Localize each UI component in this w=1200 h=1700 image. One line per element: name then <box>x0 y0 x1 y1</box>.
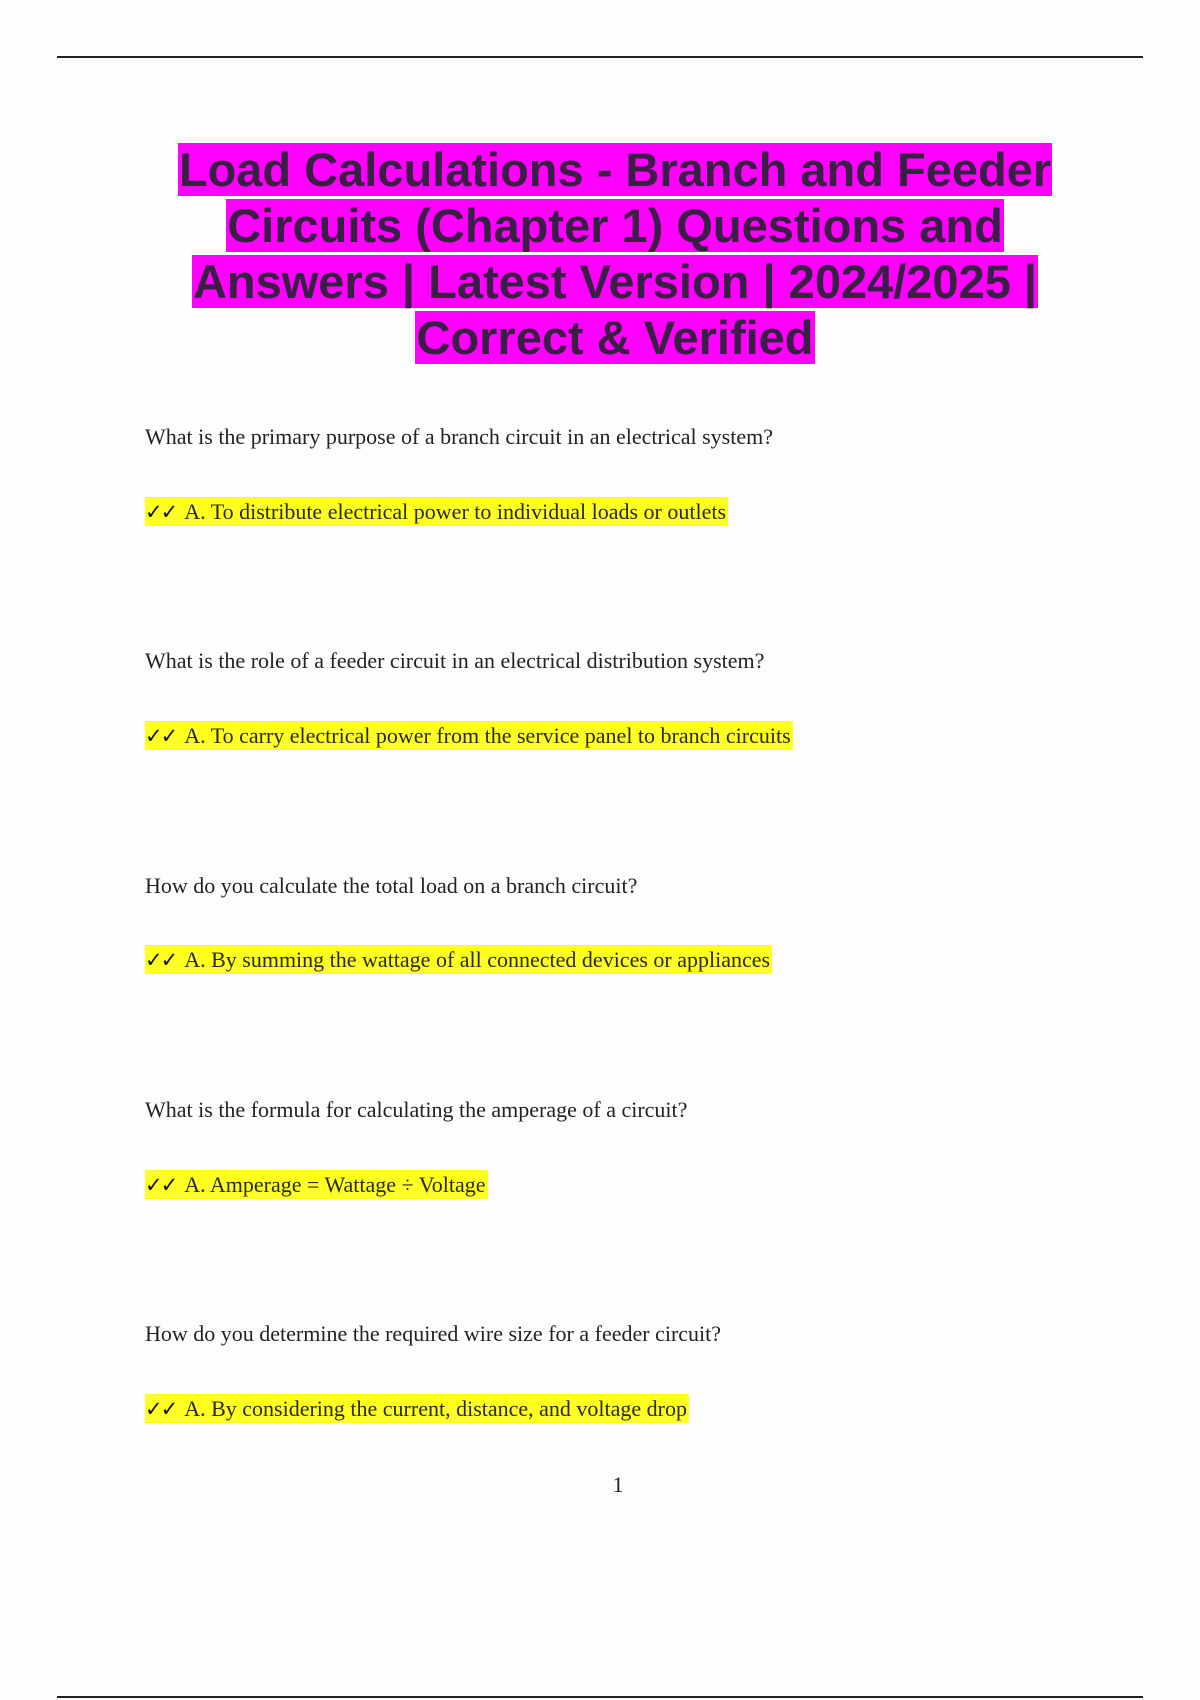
double-checkmark-icon: ✓✓ <box>145 724 177 748</box>
question-3: How do you calculate the total load on a branch circuit? <box>145 873 638 898</box>
document-title <box>140 142 1090 366</box>
answer-2-highlight <box>145 721 793 750</box>
question-4: What is the formula for calculating the amperage of a circuit? <box>145 1097 688 1122</box>
answer-3 <box>145 945 772 975</box>
double-checkmark-icon: ✓✓ <box>145 948 177 972</box>
double-checkmark-icon: ✓✓ <box>145 1173 177 1197</box>
answer-5 <box>145 1394 689 1424</box>
double-checkmark-icon: ✓✓ <box>145 1397 177 1421</box>
question-5: How do you determine the required wire size for a feeder circuit? <box>145 1321 722 1346</box>
answer-4-highlight <box>145 1170 488 1199</box>
answer-3-text: A. By summing the wattage of all connected devices or appliances <box>184 947 771 972</box>
answer-4-text: A. Amperage = Wattage ÷ Voltage <box>184 1172 486 1197</box>
answer-4 <box>145 1170 488 1200</box>
question-2: What is the role of a feeder circuit in an electrical distribution system? <box>145 648 765 673</box>
page-number: 1 <box>612 1472 624 1497</box>
answer-1-highlight <box>145 497 728 526</box>
answer-1 <box>145 497 728 527</box>
answer-1-text: A. To distribute electrical power to individual loads or outlets <box>184 499 727 524</box>
bottom-rule <box>57 1696 1143 1698</box>
answer-3-highlight <box>145 945 772 974</box>
answer-2-text: A. To carry electrical power from the service panel to branch circuits <box>184 723 791 748</box>
answer-5-text: A. By considering the current, distance, and voltage drop <box>184 1396 688 1421</box>
document-title-text: Load Calculations - Branch and Feeder Circuits (Chapter 1) Questions and Answers | Latest Version | 2024/2025 | Correct & Verified <box>178 143 1052 364</box>
double-checkmark-icon: ✓✓ <box>145 500 177 524</box>
question-1: What is the primary purpose of a branch circuit in an electrical system? <box>145 424 773 449</box>
answer-2 <box>145 721 793 751</box>
answer-5-highlight <box>145 1394 689 1423</box>
top-rule <box>57 56 1143 58</box>
